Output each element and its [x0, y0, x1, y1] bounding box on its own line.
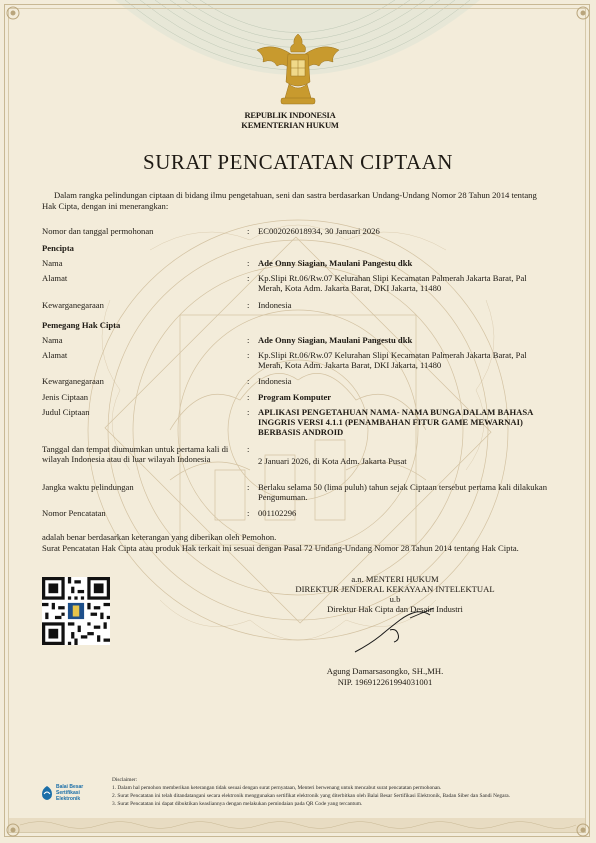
pemegang-kewarganegaraan-value: Indonesia — [258, 376, 292, 386]
corner-ornament-icon — [4, 4, 22, 22]
colon: : — [247, 350, 250, 360]
bsre-label — [56, 784, 83, 802]
pencipta-kewarganegaraan-label: Kewarganegaraan — [42, 300, 104, 310]
corner-ornament-icon — [574, 821, 592, 839]
signature-line-2: DIREKTUR JENDERAL KEKAYAAN INTELEKTUAL — [295, 584, 495, 594]
signature-line-3: u.b — [389, 594, 401, 604]
colon: : — [247, 300, 250, 310]
jangka-value: Berlaku selama 50 (lima puluh) tahun sejak Ciptaan tersebut pertama kali dilakukan Pengumuman. — [258, 482, 547, 502]
pencipta-kewarganegaraan-value: Indonesia — [258, 300, 292, 310]
disclaimer-note-1: 1. Dalam hal pemohon memberikan keterangan tidak sesuai dengan surat pernyataan, Menteri berwenang untuk mencabut surat pencatatan permohonan. — [112, 785, 442, 791]
bsre-line-1: Balai Besar — [56, 784, 84, 790]
signature-line-1: a.n. MENTERI HUKUM — [351, 574, 439, 584]
tanggal-value: 2 Januari 2026, di Kota Adm. Jakarta Pusat — [258, 456, 407, 466]
handwritten-signature-icon — [350, 606, 440, 656]
disclaimer — [112, 776, 562, 808]
jenis-label: Jenis Ciptaan — [42, 392, 89, 402]
header-ministry: KEMENTERIAN HUKUM — [241, 120, 339, 130]
pencatatan-value: 001102296 — [258, 508, 297, 518]
pemegang-nama-value: Ade Onny Siagian, Maulani Pangestu dkk — [258, 335, 413, 345]
jenis-value: Program Komputer — [258, 392, 332, 402]
colon: : — [247, 392, 250, 402]
statement-line-1: adalah benar berdasarkan keterangan yang diberikan oleh Pemohon. — [42, 532, 277, 542]
colon: : — [247, 376, 250, 386]
garuda-emblem-icon — [253, 28, 343, 108]
corner-ornament-icon — [4, 821, 22, 839]
colon: : — [247, 407, 250, 417]
disclaimer-note-2: 2. Surat Pencatatan ini telah ditandatangani secara elektronik menggunakan sertifikat elektronik yang diterbitkan oleh Balai Besar Sertifikasi Elektronik, Badan Siber dan Sandi Negara. — [112, 793, 511, 799]
pemegang-alamat-label: Alamat — [42, 350, 68, 360]
colon: : — [247, 482, 250, 492]
colon: : — [247, 335, 250, 345]
signatory-name: Agung Damarsasongko, SH.,MH. — [326, 666, 444, 676]
qr-code-icon[interactable] — [42, 577, 110, 645]
pencipta-alamat-label: Alamat — [42, 273, 68, 283]
bsre-line-2: Sertifikasi — [56, 790, 80, 796]
pencipta-nama-value: Ade Onny Siagian, Maulani Pangestu dkk — [258, 258, 413, 268]
pencipta-nama-label: Nama — [42, 258, 63, 268]
bsre-logo-icon — [40, 785, 54, 801]
corner-ornament-icon — [574, 4, 592, 22]
pencipta-alamat-value: Kp.Slipi Rt.06/Rw.07 Kelurahan Slipi Kecamatan Palmerah Jakarta Barat, Pal Merah, Kota Adm. Jakarta Barat, DKI Jakarta, 11480 — [258, 273, 527, 293]
nomor-label: Nomor dan tanggal permohonan — [42, 226, 154, 236]
disclaimer-heading: Disclaimer: — [112, 777, 138, 783]
jangka-label: Jangka waktu pelindungan — [42, 482, 134, 492]
pemegang-alamat-value: Kp.Slipi Rt.06/Rw.07 Kelurahan Slipi Kecamatan Palmerah Jakarta Barat, Pal Merah, Kota Adm. Jakarta Barat, DKI Jakarta, 11480 — [258, 350, 527, 370]
signature-line-4: Direktur Hak Cipta dan Desain Industri — [327, 604, 463, 614]
pemegang-heading: Pemegang Hak Cipta — [42, 320, 121, 330]
tanggal-label: Tanggal dan tempat diumumkan untuk pertama kali di wilayah Indonesia atau di luar wilayah Indonesia — [42, 444, 229, 464]
pemegang-nama-label: Nama — [42, 335, 63, 345]
colon: : — [247, 508, 250, 518]
statement-line-2: Surat Pencatatan Hak Cipta atau produk Hak terkait ini sesuai dengan Pasal 72 Undang-Undang Nomor 28 Tahun 2014 tentang Hak Cipta. — [42, 543, 519, 553]
colon: : — [247, 444, 250, 454]
pencipta-heading: Pencipta — [42, 243, 74, 253]
disclaimer-note-3: 3. Surat Pencatatan ini dapat dibuktikan keasliannya dengan melakukan pemindaian pada QR Code yang tercantum. — [112, 801, 363, 807]
pemegang-kewarganegaraan-label: Kewarganegaraan — [42, 376, 104, 386]
colon: : — [247, 226, 250, 236]
judul-label: Judul Ciptaan — [42, 407, 90, 417]
bsre-line-3: Elektronik — [56, 796, 81, 802]
judul-value: APLIKASI PENGETAHUAN NAMA- NAMA BUNGA DALAM BAHASA INGGRIS VERSI 4.1.1 (PENAMBAHAN FITUR GAME MEWARNAI) BERBASIS ANDROID — [258, 407, 533, 437]
intro-paragraph: Dalam rangka pelindungan ciptaan di bidang ilmu pengetahuan, seni dan sastra berdasarkan Undang-Undang Nomor 28 Tahun 2014 tentang Hak Cipta, dengan ini menerangkan: — [42, 190, 537, 211]
colon: : — [247, 258, 250, 268]
signatory-nip: NIP. 196912261994031001 — [337, 677, 433, 687]
document-title: SURAT PENCATATAN CIPTAAN — [143, 150, 453, 174]
nomor-value: EC002026018934, 30 Januari 2026 — [258, 226, 380, 236]
header-republic: REPUBLIK INDONESIA — [244, 110, 336, 120]
pencatatan-label: Nomor Pencatatan — [42, 508, 106, 518]
colon: : — [247, 273, 250, 283]
